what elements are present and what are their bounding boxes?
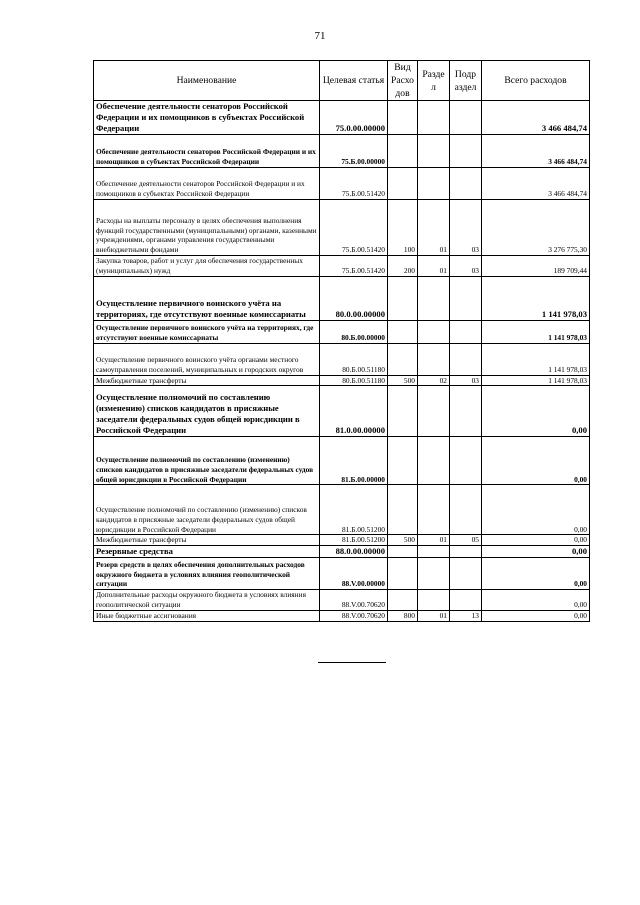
row-expense-type-cell: 100 xyxy=(388,200,418,256)
row-amount-cell: 0,00 xyxy=(482,485,590,535)
row-target-article-cell: 88.V.00.70620 xyxy=(320,590,388,611)
row-subsection-cell: 03 xyxy=(450,375,482,386)
row-subsection-cell xyxy=(450,485,482,535)
row-subsection-cell xyxy=(450,546,482,558)
row-target-article-cell: 75.0.00.00000 xyxy=(320,101,388,135)
row-target-article-cell: 80.Б.00.51180 xyxy=(320,343,388,375)
row-name-cell: Дополнительные расходы окружного бюджета в условиях влияния геополитической ситуации xyxy=(94,590,320,611)
row-amount-cell: 189 709,44 xyxy=(482,256,590,277)
end-rule xyxy=(318,662,386,663)
row-name-cell: Резервные средства xyxy=(94,546,320,558)
row-expense-type-cell xyxy=(388,168,418,200)
row-subsection-cell xyxy=(450,101,482,135)
row-expense-type-cell xyxy=(388,485,418,535)
header-name: Наименование xyxy=(94,61,320,101)
row-name-cell: Межбюджетные трансферты xyxy=(94,535,320,546)
row-subsection-cell: 03 xyxy=(450,200,482,256)
table-row xyxy=(94,535,590,546)
row-section-cell xyxy=(418,343,450,375)
row-amount-cell: 3 466 484,74 xyxy=(482,168,590,200)
row-subsection-cell xyxy=(450,437,482,485)
row-amount-cell: 1 141 978,03 xyxy=(482,375,590,386)
row-subsection-cell xyxy=(450,276,482,320)
row-amount-cell: 1 141 978,03 xyxy=(482,343,590,375)
row-expense-type-cell xyxy=(388,276,418,320)
row-expense-type-cell xyxy=(388,343,418,375)
row-amount-cell: 0,00 xyxy=(482,437,590,485)
table-header-row xyxy=(94,61,590,101)
row-subsection-cell: 05 xyxy=(450,535,482,546)
row-name-cell: Осуществление первичного воинского учёта на территориях, где отсутствуют военные комиссариаты xyxy=(94,276,320,320)
row-section-cell xyxy=(418,386,450,437)
row-section-cell xyxy=(418,276,450,320)
row-expense-type-cell xyxy=(388,101,418,135)
row-name-cell: Обеспечение деятельности сенаторов Российской Федерации и их помощников в субъектах Российской Федерации xyxy=(94,135,320,168)
row-name-cell: Осуществление первичного воинского учёта на территориях, где отсутствуют военные комиссариаты xyxy=(94,320,320,343)
row-section-cell: 01 xyxy=(418,610,450,621)
row-name-cell: Осуществление полномочий по составлению (изменению) списков кандидатов в присяжные заседатели федеральных судов общей юрисдикции в Российской Федерации xyxy=(94,485,320,535)
row-expense-type-cell xyxy=(388,135,418,168)
row-target-article-cell: 81.Б.00.51200 xyxy=(320,535,388,546)
row-target-article-cell: 80.0.00.00000 xyxy=(320,276,388,320)
row-target-article-cell: 81.0.00.00000 xyxy=(320,386,388,437)
table-row xyxy=(94,276,590,320)
table-row xyxy=(94,168,590,200)
table-row xyxy=(94,437,590,485)
row-subsection-cell xyxy=(450,135,482,168)
table-row xyxy=(94,610,590,621)
table-row xyxy=(94,375,590,386)
row-target-article-cell: 75.Б.00.51420 xyxy=(320,256,388,277)
row-target-article-cell: 88.V.00.70620 xyxy=(320,610,388,621)
row-subsection-cell xyxy=(450,320,482,343)
row-target-article-cell: 81.Б.00.00000 xyxy=(320,437,388,485)
row-section-cell xyxy=(418,590,450,611)
table-row xyxy=(94,558,590,590)
table-row xyxy=(94,386,590,437)
row-name-cell: Расходы на выплаты персоналу в целях обеспечения выполнения функций государственными (муниципальными) органами, казенными учреждениями, органами управления государственными внебюджетными фондами xyxy=(94,200,320,256)
row-section-cell xyxy=(418,320,450,343)
table-row xyxy=(94,485,590,535)
row-target-article-cell: 88.V.00.00000 xyxy=(320,558,388,590)
row-expense-type-cell xyxy=(388,546,418,558)
row-subsection-cell xyxy=(450,386,482,437)
row-section-cell: 01 xyxy=(418,535,450,546)
row-section-cell xyxy=(418,485,450,535)
row-name-cell: Обеспечение деятельности сенаторов Российской Федерации и их помощников в субъектах Российской Федерации xyxy=(94,101,320,135)
row-section-cell xyxy=(418,546,450,558)
row-name-cell: Осуществление полномочий по составлению (изменению) списков кандидатов в присяжные заседатели федеральных судов общей юрисдикции в Российской Федерации xyxy=(94,386,320,437)
row-target-article-cell: 75.Б.00.00000 xyxy=(320,135,388,168)
row-name-cell: Иные бюджетные ассигнования xyxy=(94,610,320,621)
row-section-cell: 01 xyxy=(418,200,450,256)
row-amount-cell: 0,00 xyxy=(482,546,590,558)
header-target-article: Целевая статья xyxy=(320,61,388,101)
row-expense-type-cell: 800 xyxy=(388,610,418,621)
row-subsection-cell xyxy=(450,558,482,590)
row-target-article-cell: 75.Б.00.51420 xyxy=(320,168,388,200)
row-target-article-cell: 81.Б.00.51200 xyxy=(320,485,388,535)
row-amount-cell: 0,00 xyxy=(482,558,590,590)
row-expense-type-cell: 500 xyxy=(388,535,418,546)
header-section: Разде л xyxy=(418,61,450,101)
row-section-cell: 02 xyxy=(418,375,450,386)
row-amount-cell: 3 466 484,74 xyxy=(482,101,590,135)
row-name-cell: Осуществление первичного воинского учёта органами местного самоуправления поселений, муниципальных и городских округов xyxy=(94,343,320,375)
table-row xyxy=(94,590,590,611)
row-amount-cell: 0,00 xyxy=(482,590,590,611)
row-amount-cell: 0,00 xyxy=(482,610,590,621)
row-subsection-cell xyxy=(450,590,482,611)
table-row xyxy=(94,101,590,135)
page-number: 71 xyxy=(314,30,326,42)
row-target-article-cell: 80.Б.00.51180 xyxy=(320,375,388,386)
row-amount-cell: 1 141 978,03 xyxy=(482,320,590,343)
table-row xyxy=(94,320,590,343)
table-row xyxy=(94,200,590,256)
row-subsection-cell xyxy=(450,168,482,200)
budget-table xyxy=(93,60,590,622)
row-expense-type-cell xyxy=(388,437,418,485)
row-amount-cell: 0,00 xyxy=(482,386,590,437)
row-name-cell: Осуществление полномочий по составлению (изменению) списков кандидатов в присяжные заседатели федеральных судов общей юрисдикции в Российской Федерации xyxy=(94,437,320,485)
row-section-cell: 01 xyxy=(418,256,450,277)
header-total: Всего расходов xyxy=(482,61,590,101)
row-section-cell xyxy=(418,135,450,168)
row-subsection-cell: 03 xyxy=(450,256,482,277)
row-expense-type-cell: 200 xyxy=(388,256,418,277)
row-amount-cell: 3 466 484,74 xyxy=(482,135,590,168)
row-name-cell: Обеспечение деятельности сенаторов Российской Федерации и их помощников в субъектах Российской Федерации xyxy=(94,168,320,200)
row-name-cell: Резерв средств в целях обеспечения дополнительных расходов окружного бюджета в условиях влияния геополитической ситуации xyxy=(94,558,320,590)
row-amount-cell: 0,00 xyxy=(482,535,590,546)
row-target-article-cell: 80.Б.00.00000 xyxy=(320,320,388,343)
row-name-cell: Межбюджетные трансферты xyxy=(94,375,320,386)
row-subsection-cell xyxy=(450,343,482,375)
row-section-cell xyxy=(418,168,450,200)
row-expense-type-cell xyxy=(388,558,418,590)
row-target-article-cell: 75.Б.00.51420 xyxy=(320,200,388,256)
row-section-cell xyxy=(418,101,450,135)
table-row xyxy=(94,546,590,558)
table-row xyxy=(94,343,590,375)
header-expense-type: Вид Расхо дов xyxy=(388,61,418,101)
row-section-cell xyxy=(418,437,450,485)
row-amount-cell: 3 276 775,30 xyxy=(482,200,590,256)
header-subsection: Подр аздел xyxy=(450,61,482,101)
row-name-cell: Закупка товаров, работ и услуг для обеспечения государственных (муниципальных) нужд xyxy=(94,256,320,277)
row-expense-type-cell xyxy=(388,320,418,343)
row-target-article-cell: 88.0.00.00000 xyxy=(320,546,388,558)
table-row xyxy=(94,256,590,277)
table-row xyxy=(94,135,590,168)
row-amount-cell: 1 141 978,03 xyxy=(482,276,590,320)
row-expense-type-cell: 500 xyxy=(388,375,418,386)
row-section-cell xyxy=(418,558,450,590)
row-expense-type-cell xyxy=(388,386,418,437)
row-subsection-cell: 13 xyxy=(450,610,482,621)
row-expense-type-cell xyxy=(388,590,418,611)
